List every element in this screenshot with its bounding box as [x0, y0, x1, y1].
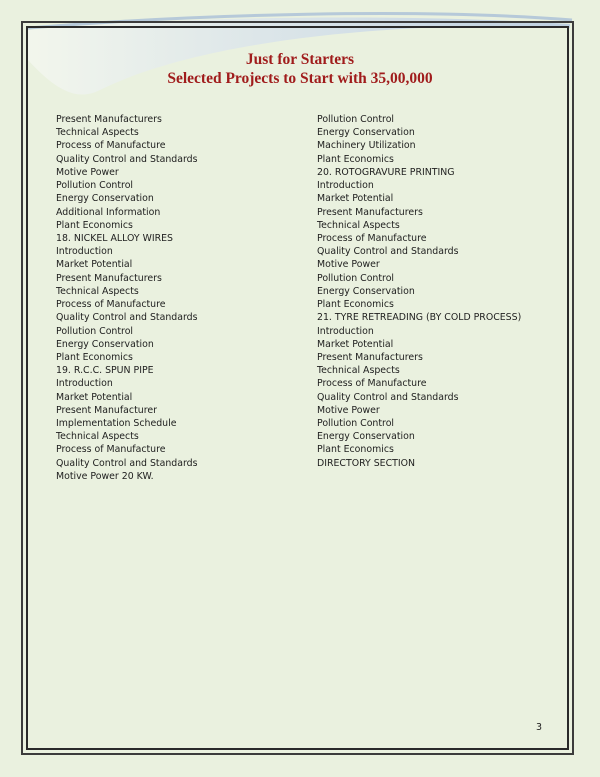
- list-item: Energy Conservation: [317, 431, 415, 443]
- list-item: 19. R.C.C. SPUN PIPE: [56, 365, 154, 377]
- list-item: Pollution Control: [317, 418, 395, 430]
- list-item: Energy Conservation: [317, 127, 415, 139]
- list-item: Motive Power: [56, 166, 119, 178]
- title-block: [0, 50, 600, 88]
- list-item: Plant Economics: [56, 219, 133, 231]
- list-item: Plant Economics: [317, 444, 394, 456]
- list-item: Machinery Utilization: [317, 140, 416, 152]
- list-item: Pollution Control: [317, 272, 395, 284]
- list-item: Market Potential: [317, 193, 394, 205]
- list-item: Introduction: [317, 325, 374, 337]
- list-item: Quality Control and Standards: [317, 246, 459, 258]
- page-subtitle: Selected Projects to Start with 35,00,000: [167, 70, 433, 87]
- list-item: Motive Power: [317, 404, 380, 416]
- list-item: Pollution Control: [317, 114, 395, 125]
- right-column: [317, 113, 521, 470]
- list-item: Present Manufacturers: [317, 351, 423, 363]
- list-item: Quality Control and Standards: [317, 391, 459, 403]
- list-item: Energy Conservation: [56, 338, 154, 350]
- list-item: Plant Economics: [56, 351, 133, 363]
- list-item: Introduction: [56, 378, 113, 390]
- list-item: Process of Manufacture: [317, 378, 427, 390]
- page-title: Just for Starters: [245, 51, 355, 68]
- list-item: Energy Conservation: [317, 285, 415, 297]
- list-item: Implementation Schedule: [56, 418, 177, 430]
- list-item: Pollution Control: [56, 325, 134, 337]
- list-item: Present Manufacturers: [56, 272, 162, 284]
- left-column: [56, 113, 198, 483]
- list-item: Pollution Control: [56, 180, 134, 192]
- list-item: Motive Power 20 KW.: [56, 470, 154, 482]
- list-item: Introduction: [317, 180, 374, 192]
- list-item: Technical Aspects: [56, 431, 139, 443]
- list-item: Market Potential: [317, 338, 394, 350]
- list-item: Plant Economics: [317, 153, 394, 165]
- list-item: Energy Conservation: [56, 193, 154, 205]
- list-item: Present Manufacturers: [56, 114, 162, 125]
- list-item: Quality Control and Standards: [56, 153, 198, 165]
- page-number: 3: [536, 722, 543, 733]
- list-item: 20. ROTOGRAVURE PRINTING: [317, 166, 455, 178]
- list-item: Technical Aspects: [56, 285, 139, 297]
- list-item: Present Manufacturers: [317, 206, 423, 218]
- list-item: Technical Aspects: [56, 127, 139, 139]
- list-item: Quality Control and Standards: [56, 312, 198, 324]
- list-item: Technical Aspects: [317, 219, 400, 231]
- list-item: Process of Manufacture: [56, 444, 166, 456]
- list-item: 21. TYRE RETREADING (BY COLD PROCESS): [317, 312, 522, 324]
- list-item: 18. NICKEL ALLOY WIRES: [56, 232, 174, 244]
- list-item: Motive Power: [317, 259, 380, 271]
- list-item: Technical Aspects: [317, 365, 400, 377]
- list-item: Market Potential: [56, 391, 133, 403]
- list-item: Process of Manufacture: [317, 232, 427, 244]
- list-item: Plant Economics: [317, 299, 394, 311]
- list-item: Present Manufacturer: [56, 404, 157, 416]
- list-item: Market Potential: [56, 259, 133, 271]
- list-item: Introduction: [56, 246, 113, 258]
- list-item: Process of Manufacture: [56, 140, 166, 152]
- list-item: DIRECTORY SECTION: [317, 457, 415, 469]
- list-item: Additional Information: [56, 206, 161, 218]
- list-item: Quality Control and Standards: [56, 457, 198, 469]
- list-item: Process of Manufacture: [56, 299, 166, 311]
